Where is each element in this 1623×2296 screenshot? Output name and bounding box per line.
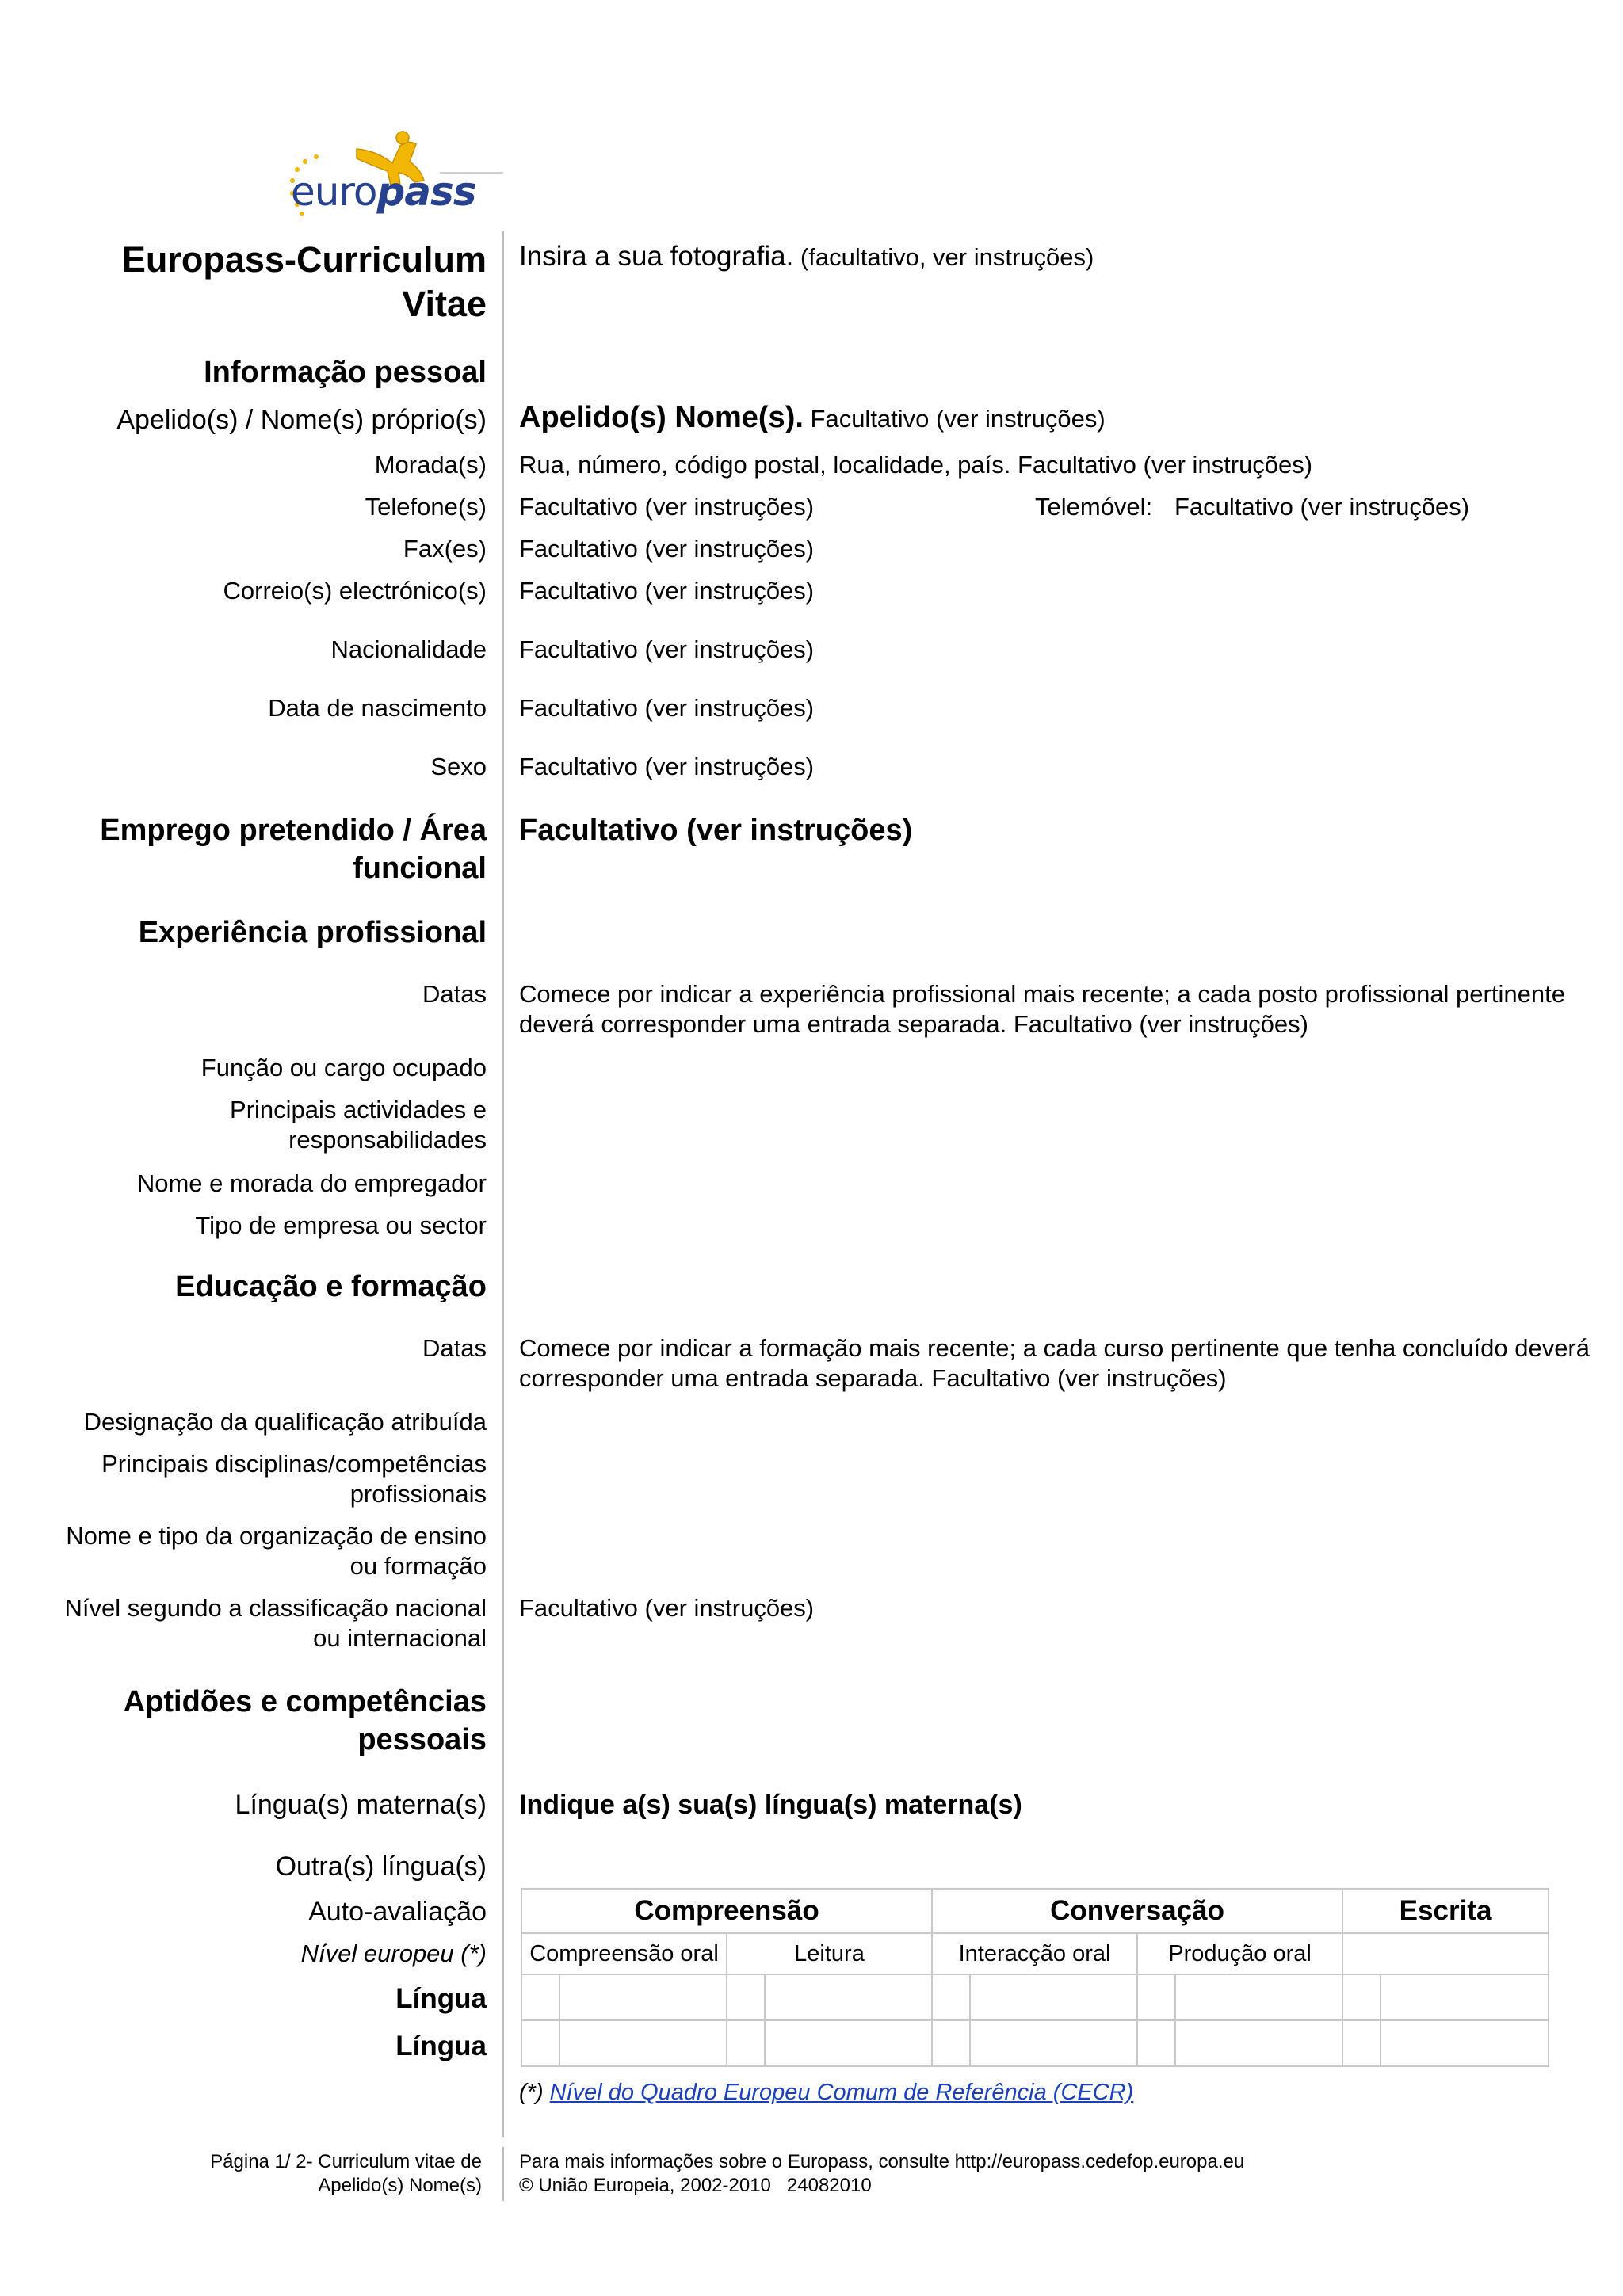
section-heading-desired-job — [100, 811, 487, 887]
cefr-link[interactable]: Nível do Quadro Europeu Comum de Referência (CECR) — [549, 2080, 1134, 2105]
name-note: Facultativo (ver instruções) — [803, 405, 1106, 433]
level-value: Facultativo (ver instruções) — [519, 1594, 815, 1622]
activities-label — [230, 1095, 487, 1155]
level-desc-cell[interactable] — [559, 2020, 727, 2066]
group-understanding: Compreensão — [521, 1889, 932, 1933]
subjects-label — [101, 1449, 487, 1509]
level-desc-cell[interactable] — [1175, 1974, 1342, 2020]
group-writing: Escrita — [1342, 1889, 1549, 1933]
activities-label-line1: Principais actividades e — [230, 1096, 487, 1123]
footer-page-info: Página 1/ 2- Curriculum vitae de — [210, 2151, 482, 2172]
level-code-cell[interactable] — [932, 1974, 970, 2020]
birth-date-label: Data de nascimento — [268, 694, 487, 722]
level-code-cell[interactable] — [1342, 2020, 1381, 2066]
organisation-label-line1: Nome e tipo da organização de ensino — [66, 1522, 487, 1550]
mother-tongue-value: Indique a(s) sua(s) língua(s) materna(s) — [519, 1790, 1022, 1820]
phone-value: Facultativo (ver instruções) — [519, 493, 815, 521]
email-label: Correio(s) electrónico(s) — [223, 577, 487, 605]
col-reading: Leitura — [727, 1933, 932, 1974]
experience-dates-value — [519, 979, 1565, 1039]
desired-job-line2: funcional — [353, 852, 487, 885]
level-code-cell[interactable] — [727, 2020, 765, 2066]
col-listening: Compreensão oral — [521, 1933, 727, 1974]
birth-date-value: Facultativo (ver instruções) — [519, 694, 815, 722]
photo-instruction: Insira a sua fotografia. — [519, 241, 794, 272]
language-self-assessment-table — [521, 1888, 1549, 2067]
col-writing — [1342, 1933, 1549, 1974]
footer-copyright: © União Europeia, 2002-2010 24082010 — [519, 2175, 872, 2196]
footer-divider — [502, 2147, 504, 2201]
name-bold: Apelido(s) Nome(s). — [519, 401, 804, 434]
experience-dates-line1: Comece por indicar a experiência profissional mais recente; a cada posto profissional pertinente — [519, 980, 1565, 1008]
mother-tongue-label: Língua(s) materna(s) — [235, 1790, 487, 1820]
language-row-label-1: Língua — [395, 1983, 487, 2014]
cefr-footnote — [519, 2077, 1133, 2107]
self-assessment-label: Auto-avaliação — [308, 1897, 487, 1927]
europass-logo — [281, 117, 503, 220]
education-dates-value — [519, 1333, 1590, 1394]
photo-placeholder — [519, 239, 1094, 275]
position-label: Função ou cargo ocupado — [200, 1054, 487, 1081]
qualification-label: Designação da qualificação atribuída — [83, 1408, 487, 1436]
skills-heading-line2: pessoais — [357, 1723, 487, 1756]
mobile-label: Telemóvel: — [1035, 493, 1153, 521]
logo-text-euro: euro — [291, 169, 377, 215]
level-desc-cell[interactable] — [970, 2020, 1137, 2066]
desired-job-line1: Emprego pretendido / Área — [100, 814, 487, 847]
employer-label: Nome e morada do empregador — [136, 1169, 487, 1197]
photo-note: (facultativo, ver instruções) — [793, 243, 1094, 271]
cv-title-line1: Europass-Curriculum — [121, 239, 487, 280]
section-heading-personal: Informação pessoal — [204, 356, 487, 389]
footer-name: Apelido(s) Nome(s) — [318, 2175, 482, 2196]
level-code-cell[interactable] — [932, 2020, 970, 2066]
level-code-cell[interactable] — [1342, 1974, 1381, 2020]
level-code-cell[interactable] — [1137, 2020, 1175, 2066]
cv-title — [122, 238, 487, 326]
table-row — [521, 2020, 1549, 2066]
address-value: Rua, número, código postal, localidade, país. Facultativo (ver instruções) — [519, 451, 1313, 479]
fax-value: Facultativo (ver instruções) — [519, 535, 815, 563]
skills-heading-line1: Aptidões e competências — [123, 1685, 487, 1718]
mobile-value: Facultativo (ver instruções) — [1174, 493, 1470, 521]
level-desc-cell[interactable] — [765, 2020, 932, 2066]
footnote-marker: (*) — [519, 2080, 550, 2105]
nationality-label: Nacionalidade — [330, 635, 487, 663]
name-label: Apelido(s) / Nome(s) próprio(s) — [116, 405, 487, 435]
section-heading-skills — [124, 1683, 487, 1759]
section-heading-education: Educação e formação — [175, 1270, 487, 1303]
sex-label: Sexo — [430, 753, 487, 780]
cv-title-line2: Vitae — [402, 284, 487, 324]
level-label-line1: Nível segundo a classificação nacional — [64, 1594, 487, 1622]
sector-label: Tipo de empresa ou sector — [195, 1211, 487, 1239]
education-dates-label: Datas — [422, 1334, 487, 1362]
sex-value: Facultativo (ver instruções) — [519, 753, 815, 780]
organisation-label-line2: ou formação — [349, 1552, 487, 1580]
level-desc-cell[interactable] — [559, 1974, 727, 2020]
name-value — [519, 402, 1106, 434]
activities-label-line2: responsabilidades — [288, 1126, 487, 1154]
desired-job-value: Facultativo (ver instruções) — [519, 814, 913, 847]
level-desc-cell[interactable] — [1381, 2020, 1549, 2066]
level-label — [65, 1593, 487, 1653]
email-value: Facultativo (ver instruções) — [519, 577, 815, 605]
table-row — [521, 1974, 1549, 2020]
nationality-value: Facultativo (ver instruções) — [519, 635, 815, 663]
organisation-label — [66, 1521, 487, 1581]
phone-label: Telefone(s) — [365, 493, 487, 521]
group-speaking: Conversação — [932, 1889, 1342, 1933]
education-dates-line2: corresponder uma entrada separada. Facultativo (ver instruções) — [519, 1364, 1227, 1392]
level-desc-cell[interactable] — [1175, 2020, 1342, 2066]
section-heading-experience: Experiência profissional — [138, 916, 487, 949]
experience-dates-line2: deverá corresponder uma entrada separada. Facultativo (ver instruções) — [519, 1010, 1308, 1038]
level-code-cell[interactable] — [1137, 1974, 1175, 2020]
footer-left — [210, 2150, 482, 2198]
level-desc-cell[interactable] — [1381, 1974, 1549, 2020]
footer-info: Para mais informações sobre o Europass, consulte http://europass.cedefop.europa.eu — [519, 2151, 1245, 2172]
logo-text-pass: pass — [376, 169, 476, 215]
subjects-label-line2: profissionais — [349, 1480, 487, 1508]
col-production: Produção oral — [1137, 1933, 1342, 1974]
level-code-cell[interactable] — [521, 2020, 559, 2066]
footer-right — [519, 2150, 1244, 2198]
subjects-label-line1: Principais disciplinas/competências — [101, 1450, 487, 1478]
level-label-line2: ou internacional — [313, 1624, 487, 1652]
level-desc-cell[interactable] — [970, 1974, 1137, 2020]
col-interaction: Interacção oral — [932, 1933, 1137, 1974]
level-desc-cell[interactable] — [765, 1974, 932, 2020]
level-code-cell[interactable] — [727, 1974, 765, 2020]
level-code-cell[interactable] — [521, 1974, 559, 2020]
education-dates-line1: Comece por indicar a formação mais recente; a cada curso pertinente que tenha concluído deverá — [519, 1334, 1590, 1362]
address-label: Morada(s) — [374, 451, 487, 479]
language-row-label-2: Língua — [395, 2031, 487, 2061]
other-languages-label: Outra(s) língua(s) — [275, 1852, 487, 1882]
fax-label: Fax(es) — [403, 535, 487, 563]
european-level-label: Nível europeu (*) — [300, 1939, 487, 1967]
experience-dates-label: Datas — [422, 980, 487, 1008]
column-divider — [502, 231, 504, 2137]
